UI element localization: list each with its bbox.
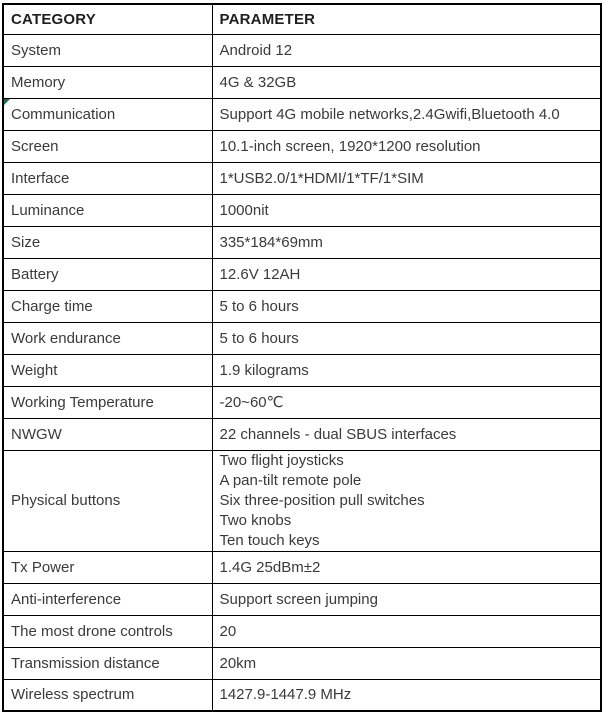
parameter-line: Ten touch keys xyxy=(219,531,320,549)
parameter-cell: 20 xyxy=(212,615,601,647)
parameter-cell: 4G & 32GB xyxy=(212,66,601,98)
table-row xyxy=(3,162,601,194)
parameter-cell: 22 channels - dual SBUS interfaces xyxy=(212,418,601,450)
parameter-cell: 335*184*69mm xyxy=(212,226,601,258)
parameter-line: Six three-position pull switches xyxy=(219,491,425,509)
category-cell: Physical buttons xyxy=(3,450,212,551)
category-cell: Wireless spectrum xyxy=(3,679,212,711)
parameter-cell: 1427.9-1447.9 MHz xyxy=(212,679,601,711)
parameter-cell: Support 4G mobile networks,2.4Gwifi,Bluetooth 4.0 xyxy=(212,98,601,130)
table-row xyxy=(3,258,601,290)
table-row xyxy=(3,34,601,66)
parameter-cell: 20km xyxy=(212,647,601,679)
parameter-cell: -20~60℃ xyxy=(212,386,601,418)
table-row xyxy=(3,322,601,354)
table-row xyxy=(3,615,601,647)
category-cell: The most drone controls xyxy=(3,615,212,647)
category-cell: Tx Power xyxy=(3,551,212,583)
parameter-cell: 1.4G 25dBm±2 xyxy=(212,551,601,583)
table-body xyxy=(3,34,601,711)
category-cell: Communication xyxy=(3,98,212,130)
table-row xyxy=(3,418,601,450)
table-row xyxy=(3,647,601,679)
parameter-line: A pan-tilt remote pole xyxy=(219,471,362,489)
category-cell: Battery xyxy=(3,258,212,290)
parameter-cell xyxy=(212,450,601,551)
category-cell: Work endurance xyxy=(3,322,212,354)
category-cell: Working Temperature xyxy=(3,386,212,418)
parameter-cell: 1000nit xyxy=(212,194,601,226)
table-row xyxy=(3,679,601,711)
category-cell: NWGW xyxy=(3,418,212,450)
category-cell: Transmission distance xyxy=(3,647,212,679)
category-cell: Size xyxy=(3,226,212,258)
column-header-category: CATEGORY xyxy=(3,4,212,34)
green-triangle-marker-icon xyxy=(4,99,10,105)
category-cell: Screen xyxy=(3,130,212,162)
parameter-cell: Support screen jumping xyxy=(212,583,601,615)
category-cell: Luminance xyxy=(3,194,212,226)
parameter-cell: 1.9 kilograms xyxy=(212,354,601,386)
table-row xyxy=(3,290,601,322)
header-row xyxy=(3,4,601,34)
table-row xyxy=(3,130,601,162)
category-cell: Charge time xyxy=(3,290,212,322)
parameter-cell: 10.1-inch screen, 1920*1200 resolution xyxy=(212,130,601,162)
parameter-line: Two knobs xyxy=(219,511,292,529)
table-row xyxy=(3,226,601,258)
specification-table xyxy=(2,3,602,712)
table-header xyxy=(3,4,601,34)
category-cell: Memory xyxy=(3,66,212,98)
column-header-parameter: PARAMETER xyxy=(212,4,601,34)
category-cell: Anti-interference xyxy=(3,583,212,615)
table-row xyxy=(3,194,601,226)
category-cell: System xyxy=(3,34,212,66)
table-row xyxy=(3,583,601,615)
table-row xyxy=(3,98,601,130)
parameter-cell: Android 12 xyxy=(212,34,601,66)
table-row xyxy=(3,354,601,386)
category-cell: Weight xyxy=(3,354,212,386)
table-row xyxy=(3,551,601,583)
table-row xyxy=(3,386,601,418)
table-row xyxy=(3,66,601,98)
category-cell: Interface xyxy=(3,162,212,194)
parameter-line: Two flight joysticks xyxy=(219,451,344,469)
table-row xyxy=(3,450,601,551)
parameter-cell: 1*USB2.0/1*HDMI/1*TF/1*SIM xyxy=(212,162,601,194)
parameter-cell: 5 to 6 hours xyxy=(212,322,601,354)
parameter-cell: 12.6V 12AH xyxy=(212,258,601,290)
parameter-cell: 5 to 6 hours xyxy=(212,290,601,322)
